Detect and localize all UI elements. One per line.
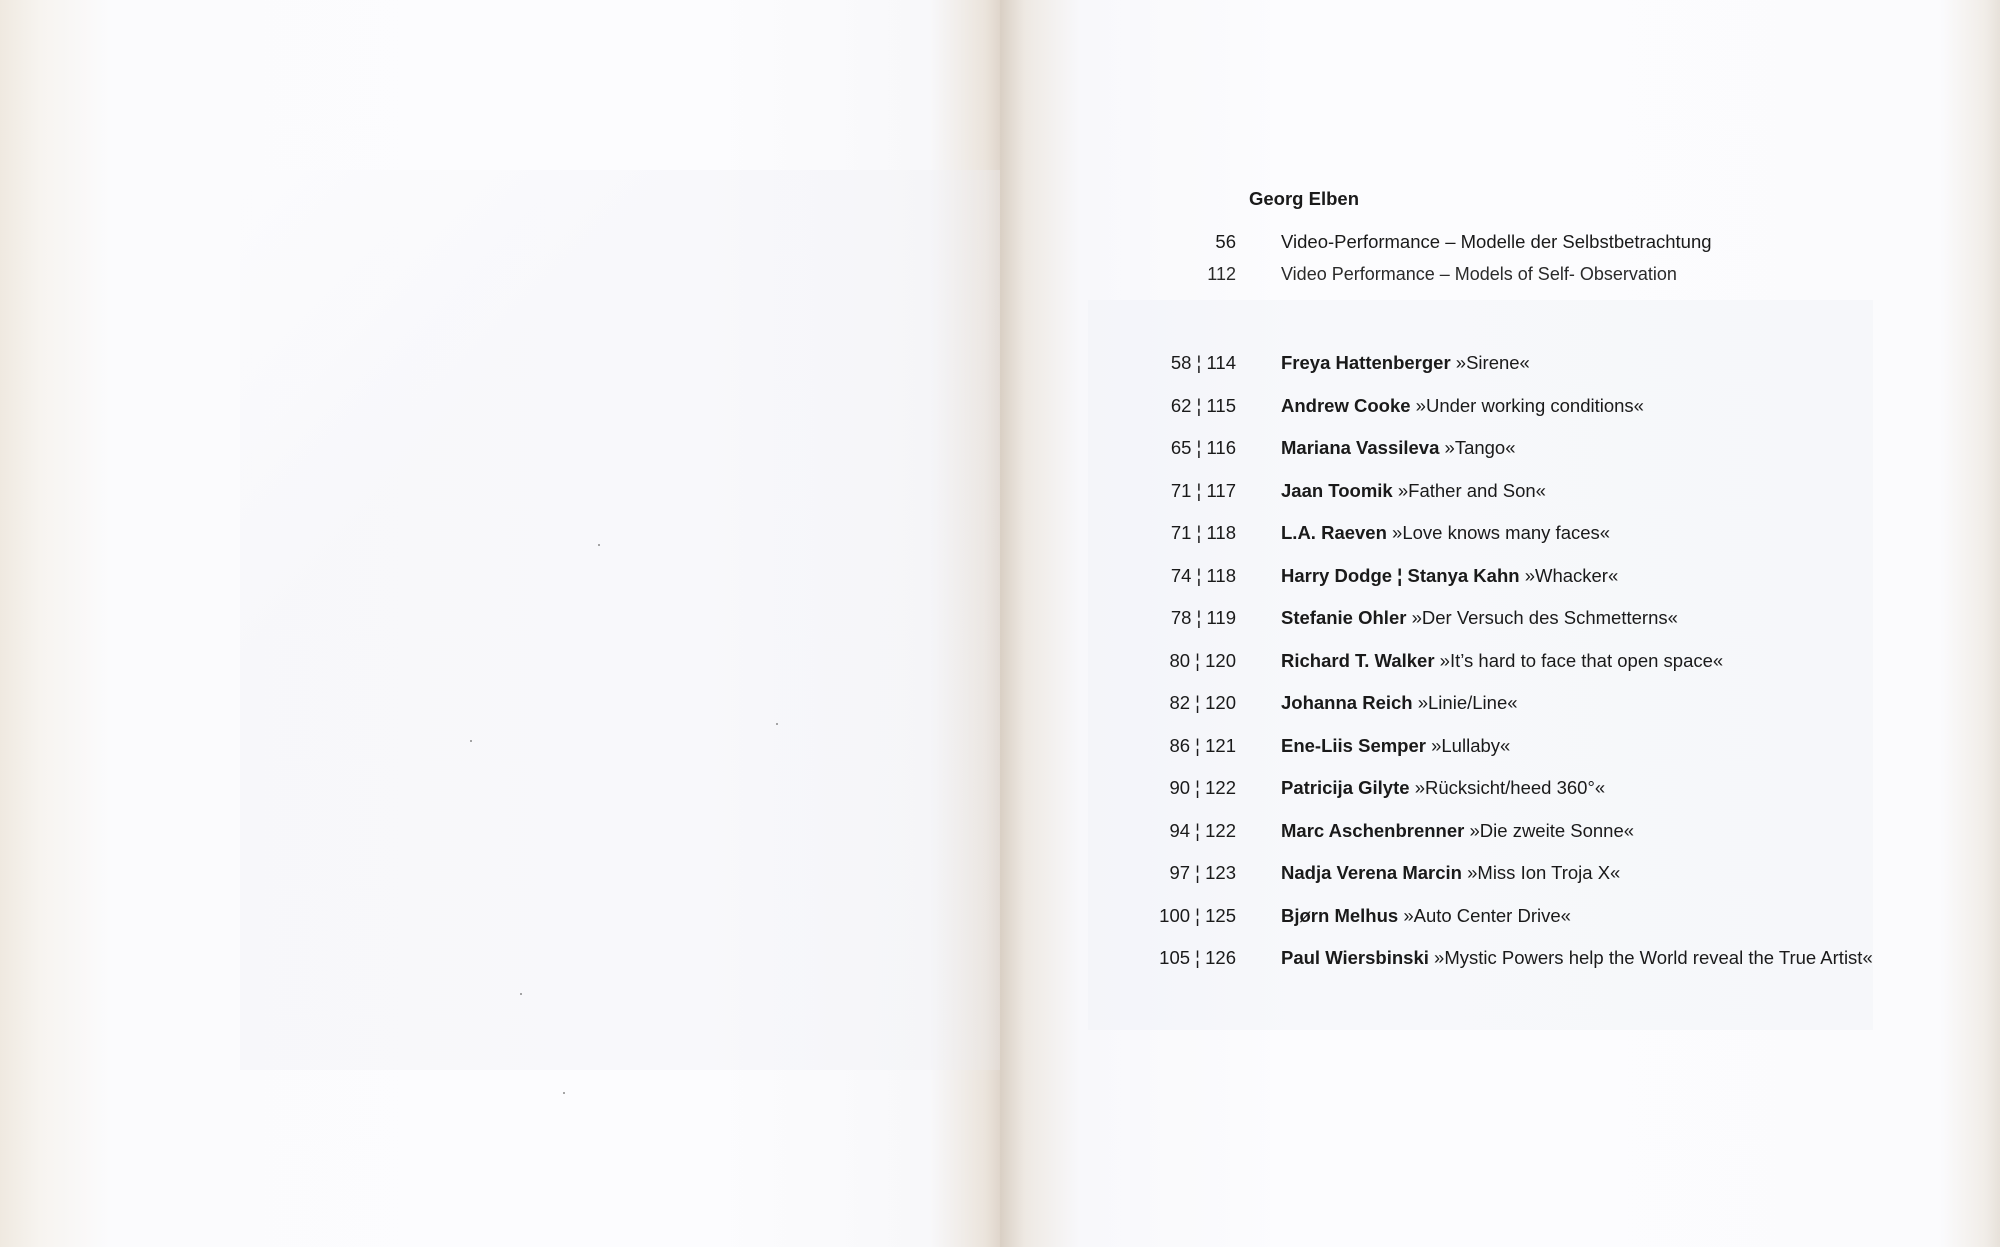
- paper-speck: [598, 544, 600, 546]
- essay-title: Video Performance – Models of Self- Observation: [1281, 264, 1677, 284]
- essay-author: Georg Elben: [1249, 188, 1359, 209]
- work-title: »Whacker«: [1524, 564, 1619, 586]
- artist-name: Stefanie Ohler: [1281, 607, 1407, 628]
- paper-speck: [470, 740, 472, 742]
- artist-name: Johanna Reich: [1281, 692, 1413, 713]
- entry-text: [1281, 350, 1530, 376]
- page-numbers: 94 ¦ 122: [1169, 819, 1236, 841]
- work-title: »Auto Center Drive«: [1403, 904, 1571, 926]
- entry-text: [1281, 648, 1723, 674]
- artist-name: L.A. Raeven: [1281, 522, 1387, 543]
- page-numbers: 62 ¦ 115: [1170, 394, 1236, 416]
- page-numbers: 97 ¦ 123: [1169, 862, 1236, 883]
- page-numbers: 82 ¦ 120: [1169, 692, 1236, 713]
- work-title: »Der Versuch des Schmetterns«: [1411, 607, 1678, 628]
- entry-text: [1281, 775, 1605, 801]
- work-title: »It’s hard to face that open space«: [1439, 649, 1724, 671]
- entry-text: [1281, 520, 1610, 546]
- work-title: »Miss Ion Troja X«: [1467, 862, 1621, 883]
- artist-name: Jaan Toomik: [1281, 479, 1393, 501]
- entry-text: [1281, 478, 1546, 504]
- left-page-shadow: [240, 170, 1000, 1070]
- work-title: »Die zweite Sonne«: [1469, 819, 1635, 841]
- artist-name: Andrew Cooke: [1281, 394, 1411, 416]
- page-numbers: 58 ¦ 114: [1170, 352, 1236, 373]
- essay-title: Video-Performance – Modelle der Selbstbetrachtung: [1281, 231, 1712, 252]
- page-numbers: 71 ¦ 117: [1170, 479, 1236, 501]
- entry-text: [1281, 860, 1620, 886]
- entry-text: [1281, 818, 1634, 844]
- entry-text: [1281, 605, 1678, 631]
- artist-name: Paul Wiersbinski: [1281, 947, 1429, 968]
- page-numbers: 86 ¦ 121: [1169, 734, 1236, 756]
- page-numbers: 78 ¦ 119: [1170, 607, 1236, 628]
- artist-name: Bjørn Melhus: [1281, 904, 1399, 926]
- work-title: »Under working conditions«: [1415, 394, 1644, 416]
- paper-speck: [563, 1092, 565, 1094]
- work-title: »Mystic Powers help the World reveal the True Artist«: [1434, 947, 1873, 968]
- work-title: »Tango«: [1444, 437, 1516, 458]
- artist-name: Freya Hattenberger: [1281, 352, 1451, 373]
- work-title: »Rücksicht/heed 360°«: [1414, 777, 1606, 798]
- entry-text: [1281, 563, 1618, 589]
- page-numbers: 80 ¦ 120: [1169, 649, 1236, 671]
- work-title: »Father and Son«: [1397, 479, 1546, 501]
- artist-name: Patricija Gilyte: [1281, 777, 1410, 798]
- paper-speck: [520, 993, 522, 995]
- paper-speck: [776, 723, 778, 725]
- page-numbers: 65 ¦ 116: [1170, 437, 1236, 458]
- page-numbers: 100 ¦ 125: [1159, 904, 1236, 926]
- entry-text: [1281, 690, 1518, 716]
- entry-text: [1281, 903, 1571, 929]
- work-title: »Lullaby«: [1431, 734, 1511, 756]
- entry-text: [1281, 435, 1516, 461]
- artist-name: Mariana Vassileva: [1281, 437, 1440, 458]
- artist-name: Richard T. Walker: [1281, 649, 1435, 671]
- entry-text: [1281, 945, 1873, 971]
- page-numbers: 90 ¦ 122: [1169, 777, 1236, 798]
- artist-name: Marc Aschenbrenner: [1281, 819, 1465, 841]
- artist-name: Ene-Liis Semper: [1281, 734, 1426, 756]
- entry-text: [1281, 393, 1644, 419]
- page-number: 112: [1207, 264, 1236, 284]
- work-title: »Love knows many faces«: [1392, 522, 1611, 543]
- artist-name: Harry Dodge ¦ Stanya Kahn: [1281, 564, 1520, 586]
- entry-text: [1281, 733, 1510, 759]
- work-title: »Linie/Line«: [1417, 692, 1518, 713]
- page-numbers: 71 ¦ 118: [1170, 522, 1236, 543]
- page-numbers: 105 ¦ 126: [1159, 947, 1236, 968]
- page-number: 56: [1215, 231, 1236, 252]
- page-numbers: 74 ¦ 118: [1170, 564, 1236, 586]
- work-title: »Sirene«: [1455, 352, 1530, 373]
- artist-name: Nadja Verena Marcin: [1281, 862, 1462, 883]
